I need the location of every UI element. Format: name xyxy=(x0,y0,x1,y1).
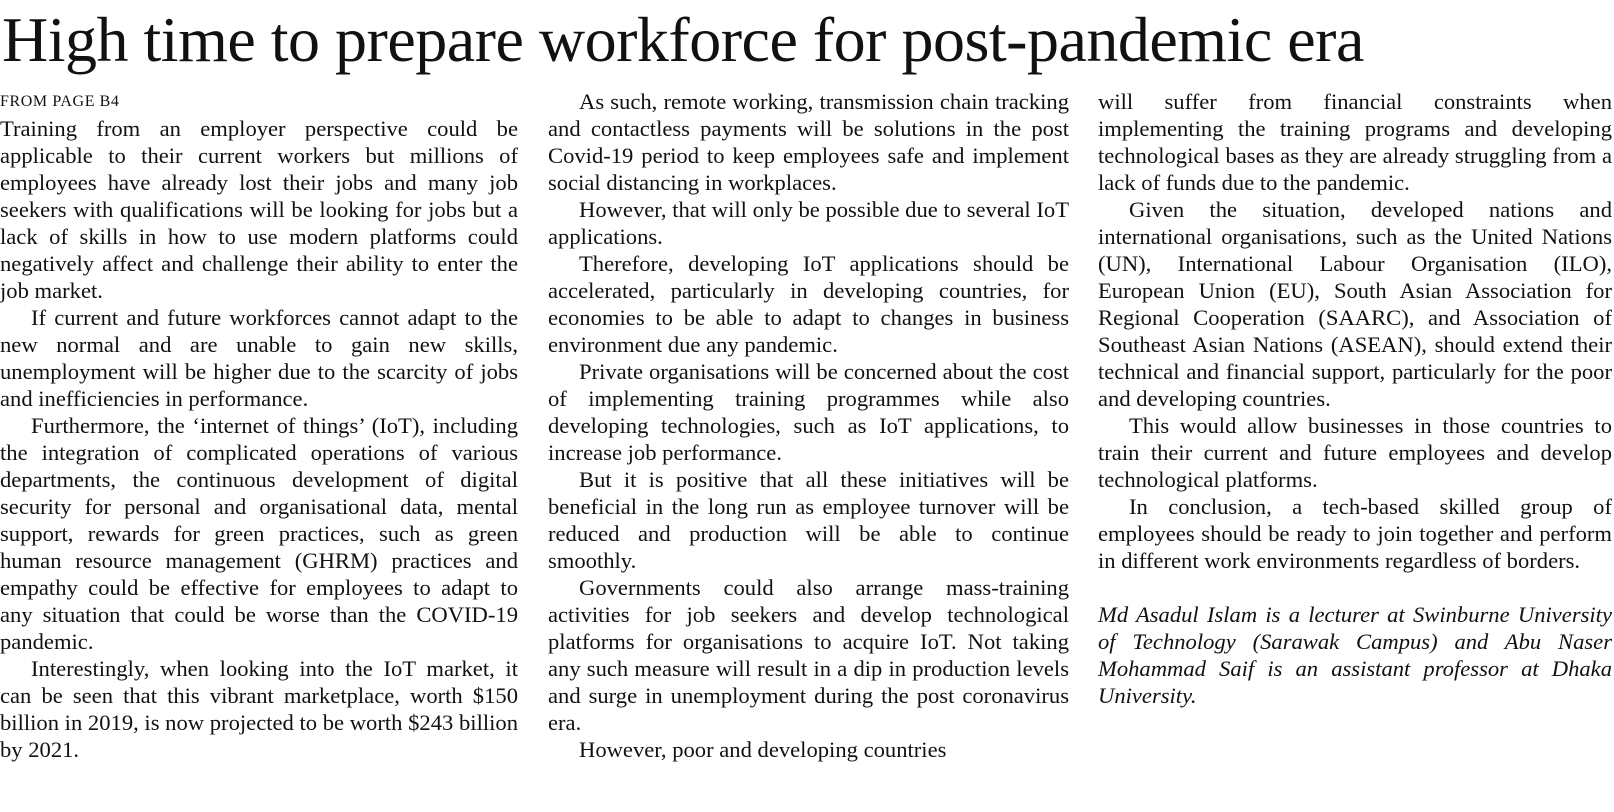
author-byline xyxy=(1098,601,1612,709)
headline: High time to prepare workforce for post-pandemic era xyxy=(2,4,1364,75)
paragraph: This would allow businesses in those countries to train their current and future employees and develop technological platforms. xyxy=(1098,413,1612,492)
paragraph: Governments could also arrange mass-training activities for job seekers and develop technological platforms for organisations to acquire IoT. Not taking any such measure will result in a dip in production levels and surge in unemployment during the post coronavirus era. xyxy=(548,575,1069,735)
paragraph: However, poor and developing countries xyxy=(579,737,947,762)
paragraph: As such, remote working, transmission chain tracking and contactless payments will be solutions in the post Covid-19 period to keep employees safe and implement social distancing in workplaces. xyxy=(548,89,1069,195)
paragraph: In conclusion, a tech-based skilled group of employees should be ready to join together and perform in different work environments regardless of borders. xyxy=(1098,494,1612,573)
paragraph: will suffer from financial constraints when implementing the training programs and developing technological bases as they are already struggling from a lack of funds due to the pandemic. xyxy=(1098,89,1612,195)
paragraph: Private organisations will be concerned about the cost of implementing training programmes while also developing technologies, such as IoT applications, to increase job performance. xyxy=(548,359,1069,465)
paragraph: Given the situation, developed nations and international organisations, such as the United Nations (UN), International Labour Organisation (ILO), European Union (EU), South Asian Association for Regional Cooperation (SAARC), and Association of Southeast Asian Nations (ASEAN), should extend their technical and financial support, particularly for the poor and developing countries. xyxy=(1098,197,1612,411)
paragraph: Training from an employer perspective could be applicable to their current workers but millions of employees have already lost their jobs and many job seekers with qualifications will be looking for jobs but a lack of skills in how to use modern platforms could negatively affect and challenge their ability to enter the job market. xyxy=(0,116,518,303)
article-column-3 xyxy=(1098,88,1612,709)
paragraph: Furthermore, the ‘internet of things’ (IoT), including the integration of complicated operations of various departments, the continuous development of digital security for personal and organisational data, mental support, rewards for green practices, such as green human resource management (GHRM) practices and empathy could be effective for employees to adapt to any situation that could be worse than the COVID-19 pandemic. xyxy=(0,413,518,654)
byline-text: Md Asadul Islam is a lecturer at Swinburne University of Technology (Sarawak Campus) and Abu Naser Mohammad Saif is an assistant professor at Dhaka University. xyxy=(1098,602,1612,708)
paragraph: But it is positive that all these initiatives will be beneficial in the long run as employee turnover will be reduced and production will be able to continue smoothly. xyxy=(548,467,1069,573)
continued-from-kicker: FROM PAGE B4 xyxy=(0,93,120,110)
paragraph: Interestingly, when looking into the IoT market, it can be seen that this vibrant marketplace, worth $150 billion in 2019, is now projected to be worth $243 billion by 2021. xyxy=(0,656,518,762)
paragraph: Therefore, developing IoT applications should be accelerated, particularly in developing countries, for economies to be able to adapt to changes in business environment due any pandemic. xyxy=(548,251,1069,357)
paragraph: If current and future workforces cannot adapt to the new normal and are unable to gain new skills, unemployment will be higher due to the scarcity of jobs and inefficiencies in performance. xyxy=(0,305,518,411)
article-column-1 xyxy=(0,88,518,763)
article-column-2 xyxy=(548,88,1069,763)
paragraph: However, that will only be possible due to several IoT applications. xyxy=(548,197,1069,249)
